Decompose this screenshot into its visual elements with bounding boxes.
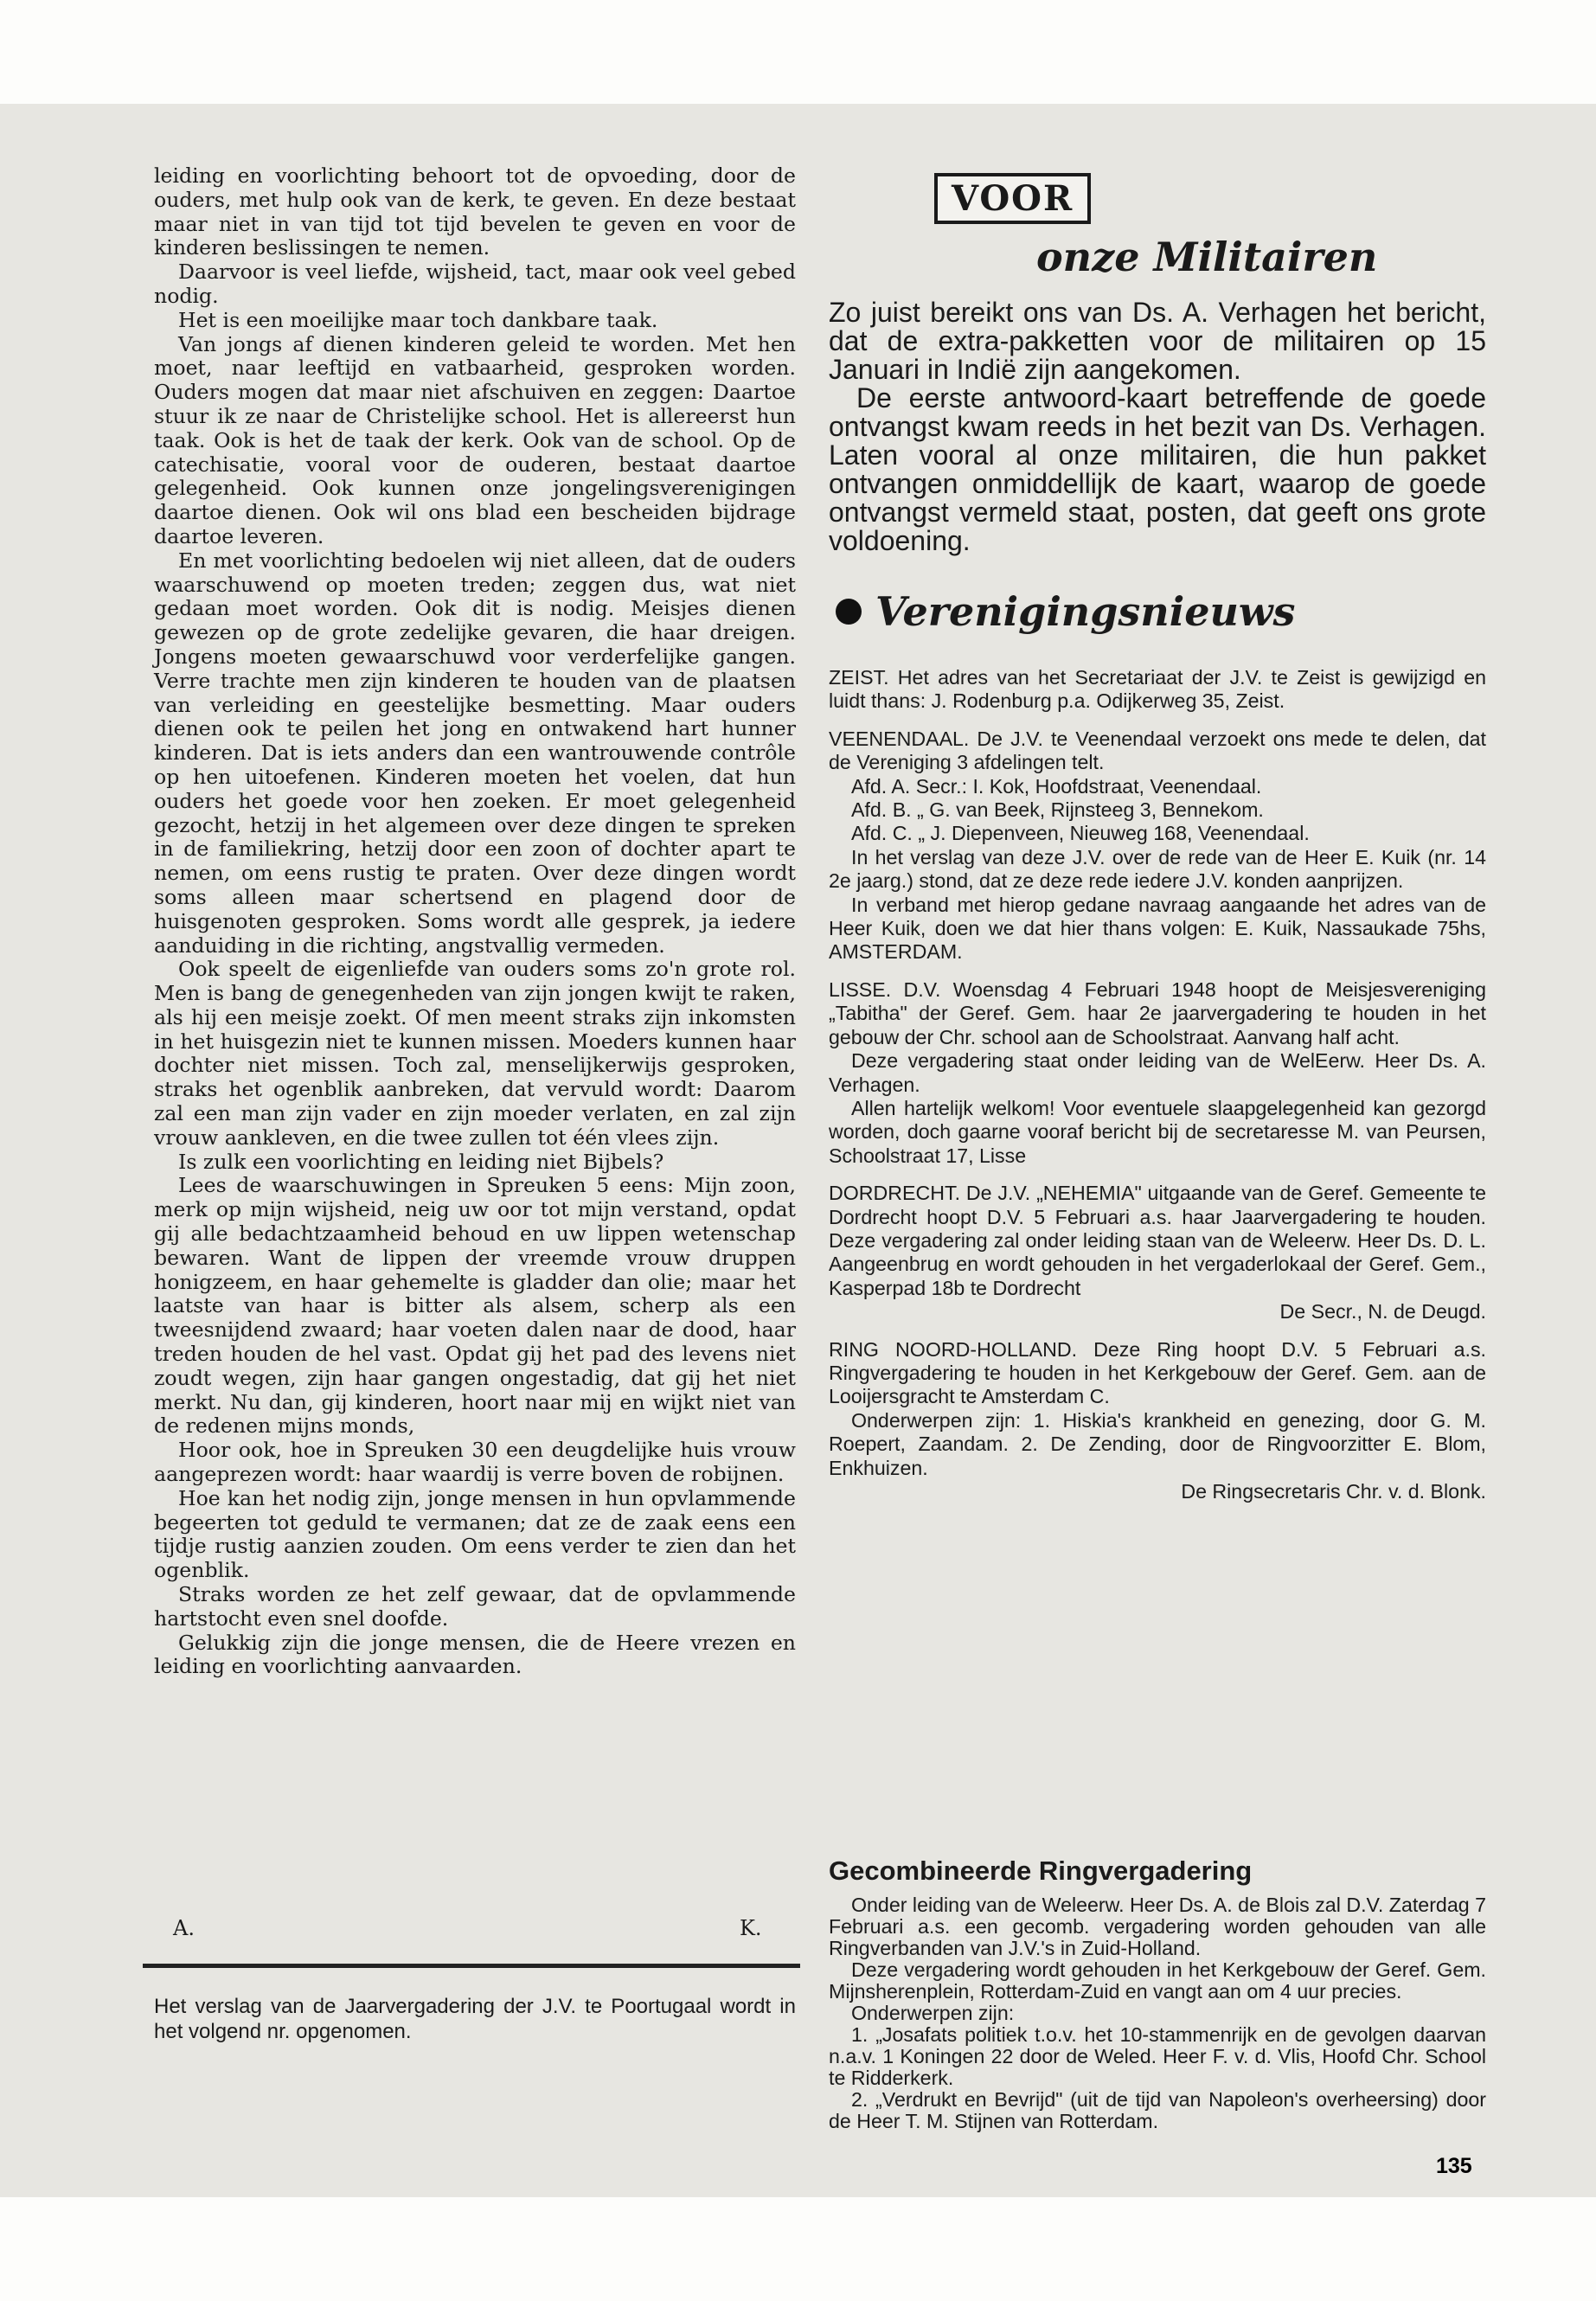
gecombineerde-paragraph: Onder leiding van de Weleerw. Heer Ds. A. de Blois zal D.V. Zaterdag 7 Februari a.s. een gecomb. vergadering worden gehouden van alle Ringverbanden van J.V.'s in Zuid-Holland.: [829, 1894, 1486, 1959]
article-paragraph: Gelukkig zijn die jonge mensen, die de Heere vrezen en leiding en voorlichting aanvaarden.: [154, 1630, 796, 1679]
article-paragraph: Van jongs af dienen kinderen geleid te worden. Met hen moet, naar leeftijd en vatbaarheid, gesproken worden. Ouders mogen dat maar niet afschuiven en zeggen: Daartoe stuur ik ze naar de Christelijke school. Het is allereerst hun taak. Ook is het de taak der kerk. Ook van de school. Op de catechisatie, vooral voor de ouderen, bestaat daartoe gelegenheid. Ook kunnen onze jongelingsverenigingen daartoe dienen. Ook wil ons blad een bescheiden bijdrage daartoe leveren.: [154, 331, 796, 548]
voor-label-box: VOOR: [934, 173, 1091, 224]
gecombineerde-paragraph: Onderwerpen zijn:: [851, 2002, 1015, 2024]
news-text: In het verslag van deze J.V. over de rede van de Heer E. Kuik (nr. 14 2e jaarg.) stond, dat ze deze rede iedere J.V. konden aanprijzen.: [829, 845, 1486, 893]
news-text: Onderwerpen zijn: 1. Hiskia's krankheid en genezing, door G. M. Roepert, Zaandam. 2. De Zending, door de Ringvoorzitter E. Blom, Enkhuizen.: [829, 1408, 1486, 1479]
gecombineerde-text: [829, 1894, 1486, 2132]
militairen-paragraph: De eerste antwoord-kaart betreffende de goede ontvangst kwam reeds in het bezit van Ds. Verhagen. Laten vooral al onze militairen, die hun pakket ontvangen onmiddellijk de kaart, waarop de goede ontvangst vermeld staat, posten, dat geeft ons grote voldoening.: [829, 382, 1486, 556]
news-item-veenendaal: [829, 727, 1486, 965]
page-number: 135: [1436, 2154, 1472, 2178]
militairen-paragraph: Zo juist bereikt ons van Ds. A. Verhagen het bericht, dat de extra-pakketten voor de militairen op 15 Januari in Indië zijn aangekomen.: [829, 297, 1486, 385]
gecombineerde-heading: Gecombineerde Ringvergadering: [829, 1856, 1253, 1886]
news-signature: De Secr., N. de Deugd.: [1279, 1300, 1486, 1324]
signature-initial-a: A.: [173, 1916, 195, 1940]
article-paragraph: Ook speelt de eigenliefde van ouders soms zo'n grote rol. Men is bang de genegenheden van zijn jongen kwijt te raken, als hij een meisje zoekt. Of men meent straks zijn inkomsten in het huisgezin niet te kunnen missen. Moeders kunnen haar dochter niet missen. Toch zal, menselijkerwijs gesproken, straks het ogenblik aanbreken, dat vervuld wordt: Daarom zal een man zijn vader en zijn moeder verlaten, en zal zijn vrouw aankleven, en die twee zullen tot één vlees zijn.: [154, 957, 796, 1150]
gecombineerde-paragraph: Deze vergadering wordt gehouden in het Kerkgebouw der Geref. Gem. Mijnsherenplein, Rotterdam-Zuid en vangt aan om 4 uur precies.: [829, 1958, 1486, 2003]
afdeling-line: Afd. B. „ G. van Beek, Rijnsteeg 3, Bennekom.: [851, 798, 1264, 822]
article-paragraph: Is zulk een voorlichting en leiding niet Bijbels?: [178, 1149, 664, 1174]
verenigingsnieuws-title: Verenigingsnieuws: [875, 588, 1296, 635]
news-text: ZEIST. Het adres van het Secretariaat der J.V. te Zeist is gewijzigd en luidt thans: J. Rodenburg p.a. Odijkerweg 35, Zeist.: [829, 666, 1486, 713]
article-paragraph: Hoor ook, hoe in Spreuken 30 een deugdelijke huis vrouw aangeprezen wordt: haar waardij is verre boven de robijnen.: [154, 1438, 796, 1487]
news-text: Allen hartelijk welkom! Voor eventuele slaapgelegenheid kan gezorgd worden, doch gaarne vooraf bericht bij de secretaresse M. van Peursen, Schoolstraat 17, Lisse: [829, 1096, 1486, 1167]
article-paragraph: Straks worden ze het zelf gewaar, dat de opvlammende hartstocht even snel doofde.: [154, 1582, 796, 1631]
article-paragraph: leiding en voorlichting behoort tot de opvoeding, door de ouders, met hulp ook van de kerk, te geven. En deze bestaat maar niet in van tijd tot tijd bevelen te geven en voor de kinderen beslissingen te nemen.: [154, 163, 796, 260]
signature-initial-k: K.: [740, 1916, 762, 1940]
news-text: DORDRECHT. De J.V. „NEHEMIA" uitgaande van de Geref. Gemeente te Dordrecht hoopt D.V. 5 Februari a.s. haar Jaarvergadering te houden. Deze vergadering zal onder leiding staan van de Weleerw. Heer Ds. D. L. Aangeenbrug en wordt gehouden in het vergaderlokaal der Geref. Gem., Kasperpad 18b te Dordrecht: [829, 1182, 1486, 1299]
afdeling-line: Afd. C. „ J. Diepenveen, Nieuweg 168, Veenendaal.: [851, 822, 1310, 845]
news-text: LISSE. D.V. Woensdag 4 Februari 1948 hoopt de Meisjesvereniging „Tabitha" der Geref. Gem. haar 2e jaarvergadering te houden in het gebouw der Chr. school aan de Schoolstraat. Aanvang half acht.: [829, 977, 1486, 1048]
bullet-dot-icon: [836, 599, 862, 625]
article-paragraph: Lees de waarschuwingen in Spreuken 5 eens: Mijn zoon, merk op mijn wijsheid, neig uw oor tot mijn verstand, opdat gij alle bedachtzaamheid behoud en uw lippen wetenschap bewaren. Want de lippen der vreemde vrouw druppen honigzeem, en haar gehemelte is gladder dan olie; maar het laatste van haar is bitter als alsem, scherp als een tweesnijdend zwaard; haar voeten dalen naar de dood, haar treden houden de hel vast. Opdat gij het pad des levens niet zoudt wegen, zijn haar gangen ongestadig, dat gij het niet merkt. Nu dan, gij kinderen, hoort naar mij en wijkt niet van de redenen mijns monds,: [154, 1173, 796, 1439]
divider-rule: [143, 1964, 800, 1968]
news-list: [829, 666, 1486, 1517]
afdeling-line: Afd. A. Secr.: I. Kok, Hoofdstraat, Veenendaal.: [851, 774, 1262, 798]
article-paragraph: Hoe kan het nodig zijn, jonge mensen in hun opvlammende begeerten tot geduld te vermanen; dat ze de zaak eens een tijdje rustig aanzien zouden. Om eens verder te zien dan het ogenblik.: [154, 1485, 796, 1583]
news-signature: De Ringsecretaris Chr. v. d. Blonk.: [1181, 1480, 1486, 1503]
article-paragraph: Het is een moeilijke maar toch dankbare taak.: [178, 307, 658, 332]
left-column-article: [154, 164, 796, 1679]
news-text: RING NOORD-HOLLAND. Deze Ring hoopt D.V. 5 Februari a.s. Ringvergadering te houden in het Kerkgebouw der Geref. Gem. aan de Looijersgracht te Amsterdam C.: [829, 1337, 1486, 1408]
news-item-zeist: [829, 666, 1486, 714]
gecombineerde-paragraph: 1. „Josafats politiek t.o.v. het 10-stammenrijk en de gevolgen daarvan n.a.v. 1 Koningen 22 door de Weled. Heer F. v. d. Vlis, Hoofd Chr. School te Ridderkerk.: [829, 2023, 1486, 2089]
verenigingsnieuws-heading: [836, 588, 1295, 635]
news-item-ring-noord-holland: [829, 1338, 1486, 1504]
gecombineerde-paragraph: 2. „Verdrukt en Bevrijd" (uit de tijd van Napoleon's overheersing) door de Heer T. M. Stijnen van Rotterdam.: [829, 2088, 1486, 2132]
news-item-lisse: [829, 978, 1486, 1168]
news-text: Deze vergadering staat onder leiding van de WelEerw. Heer Ds. A. Verhagen.: [829, 1049, 1486, 1096]
news-item-dordrecht: [829, 1182, 1486, 1324]
poortugaal-note: Het verslag van de Jaarvergadering der J.V. te Poortugaal wordt in het volgend nr. opgenomen.: [154, 1995, 796, 2043]
news-text: VEENENDAAL. De J.V. te Veenendaal verzoekt ons mede te delen, dat de Vereniging 3 afdelingen telt.: [829, 727, 1486, 774]
article-paragraph: En met voorlichting bedoelen wij niet alleen, dat de ouders waarschuwend op moeten treden; zeggen dus, wat niet gedaan moet worden. Ook dit is nodig. Meisjes dienen gewezen op de grote zedelijke gevaren, die haar dreigen. Jongens moeten gewaarschuwd voor verderfelijke gangen. Verre trachte men zijn kinderen te houden van de plaatsen van verleiding en geestelijke besmetting. Maar ouders dienen ook te peilen het jong en ontwakend hart hunner kinderen. Dat is iets anders dan een wantrouwende contrôle op hen uitoefenen. Kinderen moeten het voelen, dat hun ouders het goede voor hen zoeken. Er moet gelegenheid gezocht, hetzij in het algemeen over deze dingen te spreken in de familiekring, hetzij door een zoon of dochter apart te nemen, om eens rustig te praten. Over deze dingen wordt soms alleen maar schertsend en plagend door de huisgenoten gesproken. Soms wordt alle gesprek, ja iedere aanduiding in die richting, angstvallig vermeden.: [154, 548, 796, 958]
militairen-text: [829, 298, 1486, 555]
militairen-heading: onze Militairen: [1036, 234, 1378, 280]
article-paragraph: Daarvoor is veel liefde, wijsheid, tact, maar ook veel gebed nodig.: [154, 260, 796, 308]
news-text: In verband met hierop gedane navraag aangaande het adres van de Heer Kuik, doen we dat hier thans volgen: E. Kuik, Nassaukade 75hs, AMSTERDAM.: [829, 893, 1486, 964]
